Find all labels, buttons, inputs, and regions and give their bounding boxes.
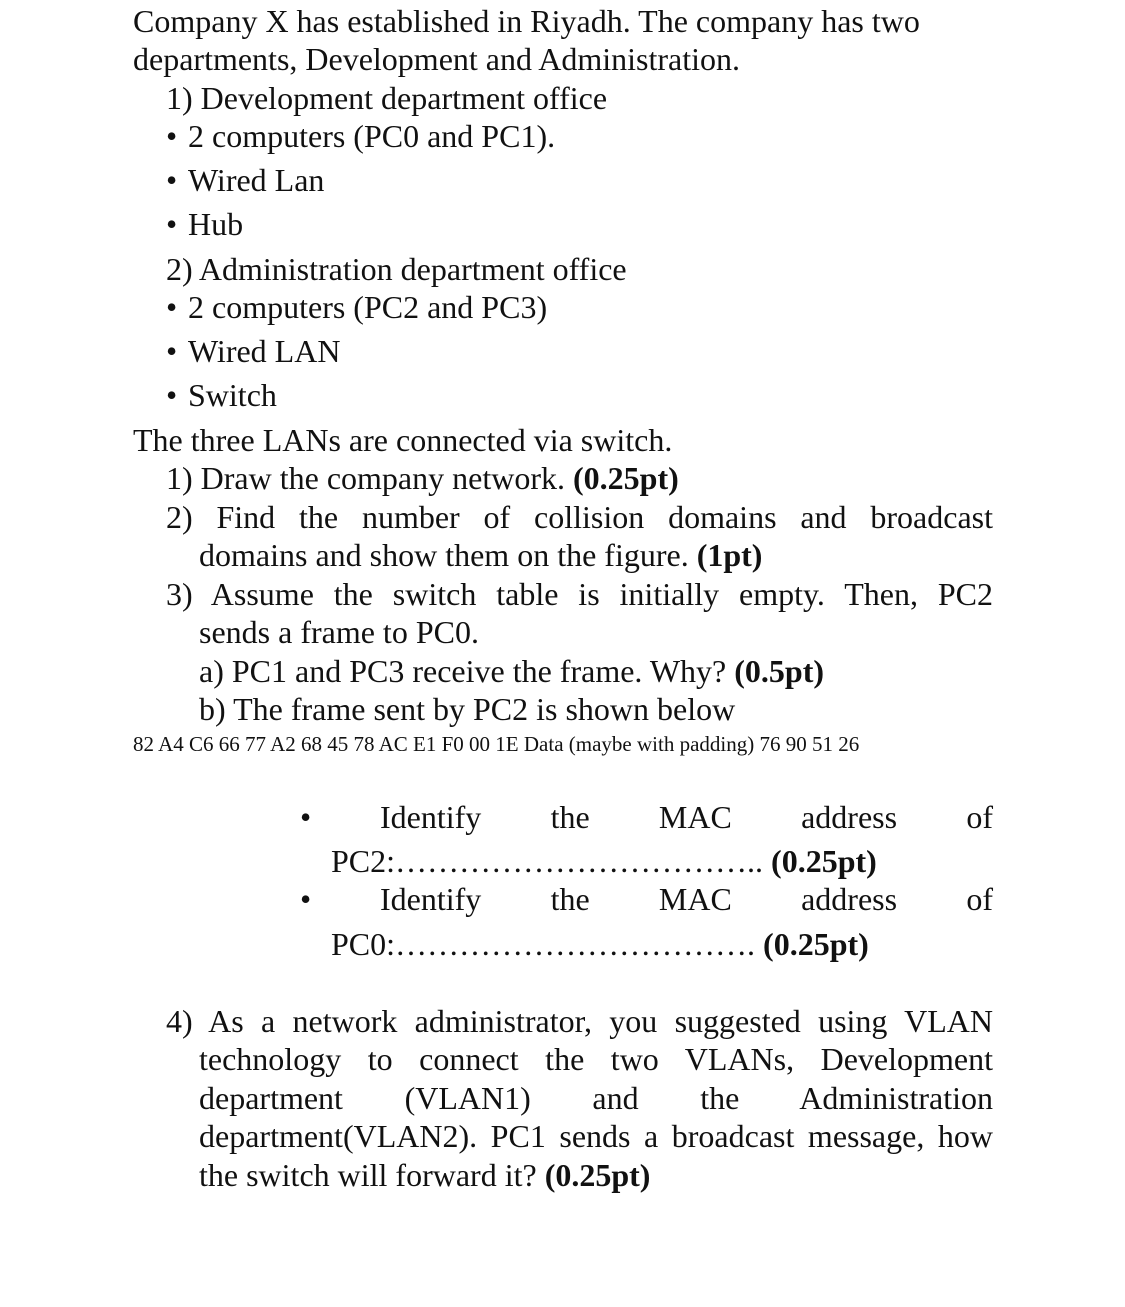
mac-prompt-pc2: [380, 798, 993, 836]
intro-line-2: departments, Development and Administration.: [133, 41, 740, 77]
question-3a: [199, 652, 824, 690]
question-4-line-2: technology to connect the two VLANs, Development: [199, 1041, 993, 1077]
question-3-line-1: 3) Assume the switch table is initially empty. Then, PC2: [166, 576, 993, 612]
bullet-icon: •: [166, 118, 178, 154]
admin-item: [166, 332, 340, 370]
question-4-line-5: [199, 1156, 650, 1194]
question-3a-points: (0.5pt): [734, 653, 824, 689]
question-4-line-4: department(VLAN2). PC1 sends a broadcast message, how: [199, 1118, 993, 1154]
dev-item: [166, 161, 324, 199]
bullet-icon: •: [166, 162, 178, 198]
question-3-line-2: sends a frame to PC0.: [199, 614, 479, 650]
question-2-points: (1pt): [696, 537, 763, 573]
question-3b: b) The frame sent by PC2 is shown below: [199, 691, 736, 727]
mac-word: the: [550, 881, 590, 917]
pc0-label: PC0:…………………………….: [331, 926, 764, 962]
pc2-points: (0.25pt): [771, 843, 877, 879]
admin-item: [166, 376, 277, 414]
mac-word: the: [550, 799, 590, 835]
dev-item: [166, 205, 243, 243]
pc2-answer-line: [331, 842, 877, 880]
connected-text: The three LANs are connected via switch.: [133, 422, 673, 458]
mac-word: of: [966, 881, 993, 917]
bullet-icon: •: [166, 377, 178, 413]
bullet-icon: •: [300, 799, 312, 835]
dev-item: [166, 117, 555, 155]
pc0-points: (0.25pt): [763, 926, 869, 962]
question-2-line-1: 2) Find the number of collision domains and broadcast: [166, 499, 993, 535]
mac-word: address: [801, 799, 898, 835]
question-4-line-1: 4) As a network administrator, you suggested using VLAN: [166, 1003, 993, 1039]
question-4-line-3: department (VLAN1) and the Administration: [199, 1080, 993, 1116]
bullet-icon: •: [166, 289, 178, 325]
question-4-text: the switch will forward it?: [199, 1157, 545, 1193]
pc0-answer-line: [331, 925, 869, 963]
dev-item-text: Hub: [188, 206, 244, 242]
question-2-line-2: [199, 536, 762, 574]
mac-word: of: [966, 799, 993, 835]
bullet-icon: •: [166, 333, 178, 369]
pc2-label: PC2:……………………………..: [331, 843, 772, 879]
admin-item-text: 2 computers (PC2 and PC3): [188, 289, 548, 325]
question-1: [166, 459, 679, 497]
mac-word: Identify: [380, 881, 482, 917]
mac-word: MAC: [658, 881, 732, 917]
question-2-text: domains and show them on the figure.: [199, 537, 697, 573]
bullet-icon: •: [166, 206, 178, 242]
frame-hex: 82 A4 C6 66 77 A2 68 45 78 AC E1 F0 00 1E Data (maybe with padding) 76 90 51 26: [133, 732, 860, 756]
question-1-text: 1) Draw the company network.: [166, 460, 573, 496]
dev-heading: 1) Development department office: [166, 80, 608, 116]
question-1-points: (0.25pt): [572, 460, 679, 496]
mac-prompt-pc0: [380, 880, 993, 918]
admin-item: [166, 288, 547, 326]
admin-item-text: Switch: [188, 377, 277, 413]
question-4-points: (0.25pt): [544, 1157, 651, 1193]
dev-item-text: 2 computers (PC0 and PC1).: [188, 118, 556, 154]
mac-word: Identify: [380, 799, 482, 835]
intro-line-1: Company X has established in Riyadh. The company has two: [133, 3, 920, 39]
mac-word: address: [801, 881, 898, 917]
admin-heading: 2) Administration department office: [166, 251, 627, 287]
admin-item-text: Wired LAN: [188, 333, 341, 369]
bullet-icon: •: [300, 881, 312, 917]
question-3a-text: a) PC1 and PC3 receive the frame. Why?: [199, 653, 735, 689]
mac-word: MAC: [658, 799, 732, 835]
dev-item-text: Wired Lan: [188, 162, 325, 198]
